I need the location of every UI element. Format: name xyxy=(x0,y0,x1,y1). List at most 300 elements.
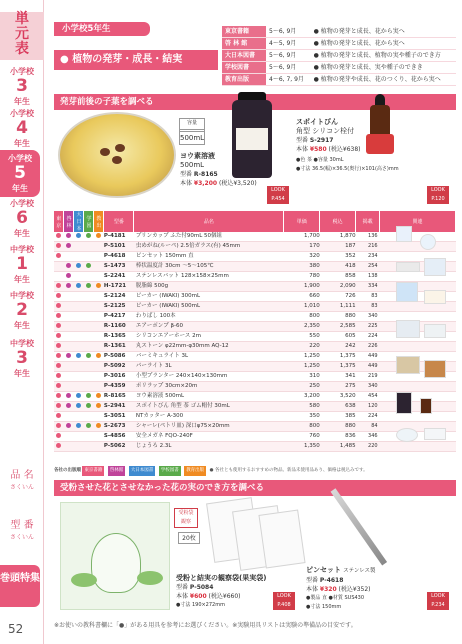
product-code: P-5101 xyxy=(104,242,134,252)
tab-grade-suffix: 年生 xyxy=(14,229,30,238)
publisher-dot xyxy=(66,243,71,248)
catalog-page: 216 xyxy=(356,242,380,252)
model-number-index[interactable] xyxy=(0,520,44,544)
related-image-cell xyxy=(380,442,456,452)
product-name: 脱脂綿 500g xyxy=(134,282,284,292)
product-code: P-5084 xyxy=(189,584,214,591)
publisher-dot-cell xyxy=(54,292,64,302)
petri-dish-photo xyxy=(58,112,176,198)
publisher-dot-cell xyxy=(94,342,104,352)
bottle-label xyxy=(236,128,268,150)
product-code-row: 型番 P-4618 xyxy=(306,577,344,584)
product-code: S-2941 xyxy=(104,402,134,412)
publisher-dot-cell xyxy=(84,352,94,362)
leaf xyxy=(71,573,97,587)
thumb-iodine xyxy=(396,392,412,414)
publisher-dot xyxy=(56,353,61,358)
table-row[interactable] xyxy=(54,342,456,352)
product-price: 170 xyxy=(284,242,320,252)
publisher-dot-cell xyxy=(54,242,64,252)
publisher-dot-cell xyxy=(84,412,94,422)
publisher-dot xyxy=(56,243,61,248)
sidebar-tab-grade[interactable] xyxy=(4,290,40,331)
table-row[interactable] xyxy=(54,272,456,282)
publisher-dot xyxy=(56,303,61,308)
product-code: S-2241 xyxy=(104,272,134,282)
tab-grade-suffix: 年生 xyxy=(14,321,30,330)
product-tax-price: 1,375 xyxy=(320,352,356,362)
product-price: 550 xyxy=(284,332,320,342)
product-name: ビーカー (IWAKI) 300mL xyxy=(134,292,284,302)
plant-illustration xyxy=(60,502,170,610)
sidebar-tab-grade[interactable] xyxy=(0,150,40,197)
seed xyxy=(112,156,122,164)
catalog-page: 449 xyxy=(356,352,380,362)
publisher-dot xyxy=(56,333,61,338)
publisher-unit: ● 植物の発芽と成長、花から実へ xyxy=(311,38,456,50)
product-name: NTカッター A-300 xyxy=(134,412,284,422)
product-spec: ●寸法 150mm xyxy=(306,604,342,610)
publisher-name: 大日本図書 xyxy=(222,50,266,62)
look-link[interactable] xyxy=(267,186,289,204)
publisher-dot xyxy=(56,363,61,368)
product-tax-price: 418 xyxy=(320,262,356,272)
product-name: プリンカップ ふた付90mL 50個組 xyxy=(134,232,284,242)
publisher-dot-cell xyxy=(74,412,84,422)
publisher-dot-cell xyxy=(74,312,84,322)
product-price: 580 xyxy=(284,402,320,412)
related-image-cell xyxy=(380,382,456,392)
tab-grade-number: 1 xyxy=(16,254,28,274)
related-image-cell xyxy=(380,412,456,422)
bag-on-flower xyxy=(91,533,141,593)
legend-item: 学校図書 xyxy=(159,466,181,476)
product-name: ビーカー (IWAKI) 500mL xyxy=(134,302,284,312)
publisher-dot-cell xyxy=(54,302,64,312)
publisher-dot-cell xyxy=(64,422,74,432)
product-tax-price: 638 xyxy=(320,402,356,412)
publisher-dot-cell xyxy=(84,342,94,352)
sidebar-tab-grade[interactable] xyxy=(4,198,40,239)
publisher-dot-cell xyxy=(94,432,104,442)
publisher-dot-cell xyxy=(74,382,84,392)
publisher-dot xyxy=(56,413,61,418)
legend-note: ● 各社とも使用するおすすめの物品。新品未使用品あり、価格は税込みです。 xyxy=(209,468,368,473)
sidebar-header-char: 元 xyxy=(15,26,29,42)
look-link[interactable] xyxy=(427,592,449,610)
publisher-dot-cell xyxy=(94,292,104,302)
thumb-planter xyxy=(424,360,446,378)
publisher-dot xyxy=(96,353,101,358)
publisher-dot-cell xyxy=(74,362,84,372)
publisher-dot-cell xyxy=(94,312,104,322)
leaf xyxy=(137,571,163,585)
product-tax: (税込¥638) xyxy=(328,146,361,153)
publisher-dot-cell xyxy=(84,272,94,282)
publisher-dot-cell xyxy=(54,402,64,412)
publisher-dot xyxy=(86,233,91,238)
publisher-row xyxy=(222,38,456,50)
publisher-unit: ● 植物の発芽や成長、花のつくり、花から実へ xyxy=(311,74,456,86)
publisher-dot-cell xyxy=(64,282,74,292)
product-price: 320 xyxy=(284,252,320,262)
sidebar-tab-grade[interactable] xyxy=(4,108,40,149)
publisher-dot xyxy=(86,353,91,358)
product-price: 250 xyxy=(284,382,320,392)
product-price: 1,250 xyxy=(284,352,320,362)
legend-item: 大日本図書 xyxy=(129,466,156,476)
legend-item: 教育出版 xyxy=(184,466,206,476)
product-price: 1,350 xyxy=(284,442,320,452)
tab-grade-suffix: 年生 xyxy=(14,369,30,378)
publisher-dot xyxy=(56,323,61,328)
product-code: S-4856 xyxy=(104,432,134,442)
capacity-badge: 容量 xyxy=(179,118,205,132)
publisher-dot-cell xyxy=(54,412,64,422)
product-tax-price: 1,111 xyxy=(320,302,356,312)
product-name: 受粉と結実の観察袋(果実袋) xyxy=(176,574,267,582)
product-iodine xyxy=(180,152,257,188)
publisher-dot xyxy=(66,393,71,398)
publisher-dot-cell xyxy=(94,392,104,402)
tab-level: 小学校 xyxy=(10,199,34,208)
publisher-dot-cell xyxy=(94,232,104,242)
product-price: 3,200 xyxy=(284,392,320,402)
product-price: 760 xyxy=(284,432,320,442)
topic-title: ● 植物の発芽・成長・結実 xyxy=(54,50,218,70)
catalog-page: 84 xyxy=(356,422,380,432)
item-badge: 受粉袋 観察 xyxy=(174,508,198,528)
publisher-dot-cell xyxy=(94,442,104,452)
publisher-dot xyxy=(96,233,101,238)
catalog-page: 234 xyxy=(356,252,380,262)
publisher-month: 5～6, 9月 xyxy=(266,26,311,38)
product-tweezers xyxy=(306,566,376,612)
sidebar-tab-grade[interactable] xyxy=(4,244,40,285)
tab-grade-suffix: 年生 xyxy=(14,275,30,284)
unit-table-link[interactable] xyxy=(0,12,44,60)
product-price: 780 xyxy=(284,272,320,282)
table-row[interactable] xyxy=(54,442,456,452)
sidebar-tab-grade[interactable] xyxy=(4,338,40,379)
publisher-dot-cell xyxy=(84,292,94,302)
sidebar xyxy=(0,0,44,644)
index-title: 型 番 xyxy=(10,520,34,531)
product-name: スポイトびん 角型 茶 ゴム帽付 30mL xyxy=(134,402,284,412)
product-price: 380 xyxy=(284,262,320,272)
product-price: 800 xyxy=(284,312,320,322)
table-header-cell: 教出 xyxy=(94,211,104,232)
product-name: ヨウ素溶液 xyxy=(180,152,215,160)
product-price: 1,700 xyxy=(284,232,320,242)
product-code-row: 型番 R-8165 xyxy=(180,171,218,178)
product-price-row: 本体 ¥600 (税込¥660) xyxy=(176,593,241,600)
publisher-dot xyxy=(86,263,91,268)
publisher-dot xyxy=(66,233,71,238)
look-page: P.454 xyxy=(271,196,285,202)
product-name: じょうろ 2.3L xyxy=(134,442,284,452)
table-row[interactable] xyxy=(54,252,456,262)
item-name-index[interactable] xyxy=(0,470,44,494)
table-header-cell: 品名 xyxy=(134,211,284,232)
publisher-dot-cell xyxy=(74,272,84,282)
seed xyxy=(100,148,110,156)
publisher-dot-cell xyxy=(64,362,74,372)
index-sub: さくいん xyxy=(9,484,34,491)
sidebar-header-char: 単 xyxy=(15,11,29,27)
product-tax: (税込¥660) xyxy=(208,593,241,600)
publisher-dot-cell xyxy=(54,282,64,292)
publisher-dot xyxy=(76,393,81,398)
product-code: P-5086 xyxy=(104,352,134,362)
catalog-page: 454 xyxy=(356,392,380,402)
publisher-month: 4～6, 7, 9月 xyxy=(266,74,311,86)
product-tax-price: 275 xyxy=(320,382,356,392)
publisher-dot-cell xyxy=(94,382,104,392)
catalog-page: 334 xyxy=(356,282,380,292)
thumb-chopsticks xyxy=(424,290,446,304)
publisher-dot-cell xyxy=(84,252,94,262)
publisher-dot-cell xyxy=(84,262,94,272)
product-name: シャーレ(ペトリ皿) 深口φ75×20mm xyxy=(134,422,284,432)
product-price: 660 xyxy=(284,292,320,302)
product-tax-price: 385 xyxy=(320,412,356,422)
legend-lead: 各社の出版順 xyxy=(54,468,81,473)
product-code: S-2673 xyxy=(104,422,134,432)
thumb-goggles xyxy=(424,428,446,440)
product-dropper xyxy=(296,118,399,174)
tweezers-image xyxy=(331,488,388,565)
publisher-dot xyxy=(76,263,81,268)
publisher-dot-cell xyxy=(84,302,94,312)
publisher-dot-cell xyxy=(64,232,74,242)
publisher-dot-cell xyxy=(84,312,94,322)
publisher-dot-cell xyxy=(74,242,84,252)
thumb-hose xyxy=(424,324,446,338)
publisher-dot-cell xyxy=(54,322,64,332)
publisher-dot xyxy=(56,393,61,398)
tab-level: 中学校 xyxy=(10,245,34,254)
product-tax-price: 605 xyxy=(320,332,356,342)
table-header-cell: 関連 xyxy=(380,211,456,232)
publisher-dot-cell xyxy=(94,332,104,342)
publisher-dot-cell xyxy=(64,292,74,302)
publisher-dot-cell xyxy=(54,262,64,272)
index-sub: さくいん xyxy=(9,534,34,541)
product-tax-price: 2,090 xyxy=(320,282,356,292)
publisher-dot-cell xyxy=(64,242,74,252)
catalog-page: 225 xyxy=(356,322,380,332)
publisher-dot xyxy=(56,313,61,318)
count-badge: 20枚 xyxy=(178,532,200,544)
publisher-dot-cell xyxy=(94,362,104,372)
publisher-dot-cell xyxy=(74,252,84,262)
table-row[interactable] xyxy=(54,242,456,252)
product-name: シリコンエアーホース 2m xyxy=(134,332,284,342)
publisher-dot xyxy=(56,343,61,348)
publisher-dot-cell xyxy=(64,322,74,332)
product-code: P-4618 xyxy=(319,577,344,584)
thumb-vermiculite xyxy=(396,356,420,374)
product-code-row: 型番 S-2917 xyxy=(296,137,334,144)
publisher-row xyxy=(222,50,456,62)
tab-grade-number: 2 xyxy=(16,300,28,320)
publisher-dot-cell xyxy=(54,342,64,352)
table-row[interactable] xyxy=(54,382,456,392)
product-spec: ●寸法 190×272mm xyxy=(176,602,225,608)
table-header-cell: 単価 xyxy=(284,211,320,232)
product-price: 350 xyxy=(284,412,320,422)
publisher-dot-cell xyxy=(54,392,64,402)
publisher-dot-cell xyxy=(84,362,94,372)
product-tax-price: 352 xyxy=(320,252,356,262)
publisher-dot-cell xyxy=(54,252,64,262)
publisher-dot-cell xyxy=(64,342,74,352)
product-code: P-4618 xyxy=(104,252,134,262)
thumb-pump xyxy=(396,320,420,338)
product-price: 800 xyxy=(284,422,320,432)
publisher-dot-cell xyxy=(74,232,84,242)
product-price-row: 本体 ¥580 (税込¥638) xyxy=(296,146,361,153)
publisher-dot-cell xyxy=(84,322,94,332)
publisher-dot-cell xyxy=(54,442,64,452)
product-code: P-5092 xyxy=(104,362,134,372)
publisher-dot xyxy=(56,233,61,238)
section1-title: 発芽前後の子葉を調べる xyxy=(54,94,456,110)
publisher-dot-cell xyxy=(74,352,84,362)
tab-grade-number: 6 xyxy=(16,208,28,228)
table-header-cell: 大日本 xyxy=(74,211,84,232)
product-tax-price: 187 xyxy=(320,242,356,252)
product-code: R-8165 xyxy=(104,392,134,402)
look-label: LOOK xyxy=(431,187,445,193)
product-tax: (税込¥3,520) xyxy=(219,180,257,187)
footnote: ※お使いの教科書欄に「●」がある用具を参考にお選びください。※実験用具リストは実験の準備品の目安です。 xyxy=(54,622,357,629)
legend-item: 東京書籍 xyxy=(82,466,104,476)
table-row[interactable] xyxy=(54,422,456,432)
publisher-dot xyxy=(56,423,61,428)
product-name: ポリラップ 30cm×20m xyxy=(134,382,284,392)
table-header-cell: 税込 xyxy=(320,211,356,232)
product-price: 2,350 xyxy=(284,322,320,332)
product-code: R-1160 xyxy=(104,322,134,332)
product-code: R-8165 xyxy=(193,171,218,178)
publisher-name: 教育出版 xyxy=(222,74,266,86)
tab-level: 小学校 xyxy=(10,109,34,118)
product-code: P-4217 xyxy=(104,312,134,322)
related-image-cell xyxy=(380,232,456,242)
bag-image xyxy=(258,509,305,568)
look-link[interactable] xyxy=(427,186,449,204)
publisher-table xyxy=(222,26,456,86)
publisher-dot-cell xyxy=(74,292,84,302)
publisher-row xyxy=(222,26,456,38)
product-name: パーライト 3L xyxy=(134,362,284,372)
publisher-dot xyxy=(76,403,81,408)
publisher-unit: ● 植物の発芽と成長、植物の実や種子のでき方 xyxy=(311,50,456,62)
product-tax-price: 242 xyxy=(320,342,356,352)
product-spec: ●製品 直 ●材質 SUS430 xyxy=(306,595,365,601)
product-code: H-1721 xyxy=(104,282,134,292)
catalog-page: 224 xyxy=(356,412,380,422)
related-image-cell xyxy=(380,342,456,352)
product-code: S-2917 xyxy=(309,137,334,144)
publisher-dot xyxy=(76,283,81,288)
publisher-dot-cell xyxy=(94,242,104,252)
publisher-row xyxy=(222,74,456,86)
publisher-dot xyxy=(56,293,61,298)
related-image-cell xyxy=(380,402,456,412)
catalog-page: 138 xyxy=(356,272,380,282)
index-title: 品 名 xyxy=(10,470,34,481)
product-name: 小型プランター 240×140×130mm xyxy=(134,372,284,382)
publisher-dot-cell xyxy=(84,442,94,452)
product-tax-price: 1,375 xyxy=(320,362,356,372)
publisher-dot-cell xyxy=(64,382,74,392)
look-page: P.234 xyxy=(431,602,445,608)
publisher-dot-cell xyxy=(84,432,94,442)
publisher-dot-cell xyxy=(94,412,104,422)
product-spec: ●寸法 36.5(幅)×36.5(奥行)×101(高さ)mm xyxy=(296,166,399,172)
product-name: 棒状温度計 30cm ～5～105℃ xyxy=(134,262,284,272)
table-row[interactable] xyxy=(54,302,456,312)
publisher-dot-cell xyxy=(84,392,94,402)
publisher-dot-cell xyxy=(64,352,74,362)
product-name: 丸ストーン φ22mm-φ30mm AQ-12 xyxy=(134,342,284,352)
publisher-dot-cell xyxy=(64,392,74,402)
product-price: 1,250 xyxy=(284,362,320,372)
thumb-petri xyxy=(396,428,418,442)
publisher-dot xyxy=(86,423,91,428)
table-header-cell: 啓林 xyxy=(64,211,74,232)
publisher-dot-cell xyxy=(94,282,104,292)
tab-grade-suffix: 年生 xyxy=(14,139,30,148)
product-price-row: 本体 ¥320 (税込¥352) xyxy=(306,586,371,593)
product-name: 虫めがね(ルーペ) 2.5倍ガラス(有) 45mm xyxy=(134,242,284,252)
look-label: LOOK xyxy=(271,187,285,193)
product-code: S-3051 xyxy=(104,412,134,422)
publisher-dot-cell xyxy=(64,302,74,312)
product-tax-price: 858 xyxy=(320,272,356,282)
publisher-dot-cell xyxy=(54,272,64,282)
publisher-dot xyxy=(76,233,81,238)
seed xyxy=(115,144,125,152)
publisher-dot xyxy=(66,273,71,278)
publisher-month: 4～5, 9月 xyxy=(266,38,311,50)
publisher-dot xyxy=(96,283,101,288)
look-link[interactable] xyxy=(273,592,295,610)
tab-level: 小学校 xyxy=(10,67,34,76)
sidebar-tab-grade[interactable] xyxy=(4,66,40,107)
table-header-cell: 型番 xyxy=(104,211,134,232)
product-name: ステンレスバット 128×158×25mm xyxy=(134,272,284,282)
publisher-dot-cell xyxy=(54,382,64,392)
publisher-dot-cell xyxy=(54,352,64,362)
catalog-page: 254 xyxy=(356,262,380,272)
publisher-dot xyxy=(66,283,71,288)
tab-grade-number: 3 xyxy=(16,76,28,96)
publisher-dot-cell xyxy=(94,302,104,312)
publisher-name: 東京書籍 xyxy=(222,26,266,38)
publisher-dot-cell xyxy=(74,342,84,352)
capacity-value: 500mL xyxy=(179,129,205,145)
special-feature-tab[interactable]: 巻頭特集 xyxy=(0,565,40,607)
product-code-row: 型番 P-5084 xyxy=(176,584,214,591)
look-label: LOOK xyxy=(277,593,291,599)
publisher-dot xyxy=(86,283,91,288)
product-size: 500mL xyxy=(180,161,205,169)
table-legend xyxy=(54,466,456,476)
